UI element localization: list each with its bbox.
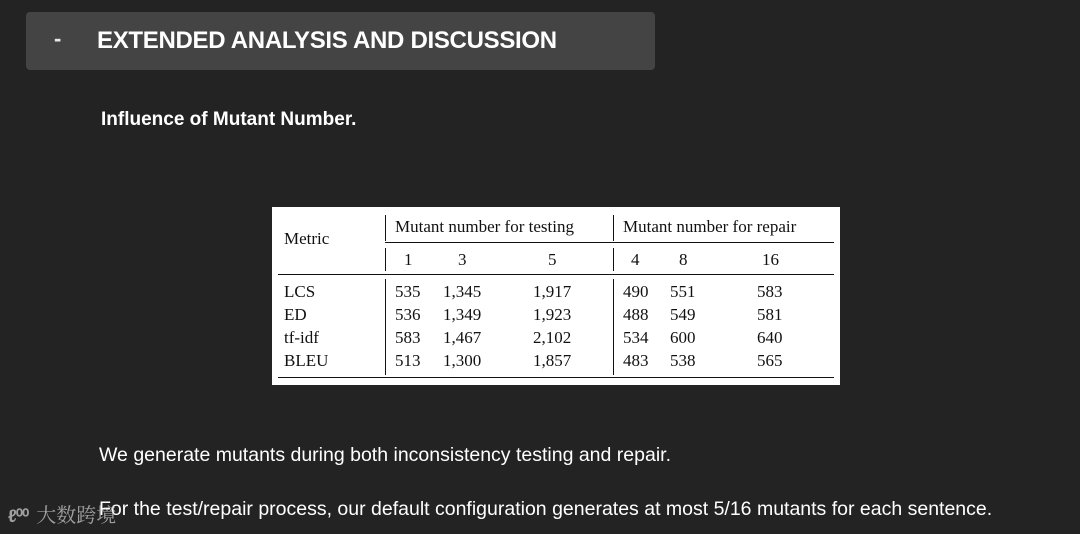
subheader-cell: 5 — [548, 250, 557, 269]
table-cell: 1,923 — [533, 305, 572, 324]
watermark — [8, 499, 116, 528]
table-cell: 1,857 — [533, 351, 572, 370]
table-cell: 583 — [395, 328, 421, 347]
table-cell: 1,467 — [443, 328, 482, 347]
results-table — [272, 207, 840, 385]
header-separator — [385, 215, 386, 241]
table-cell: 583 — [757, 282, 783, 301]
table-cell: 551 — [670, 282, 696, 301]
watermark-logo-icon: ℓ⁰⁰ — [8, 506, 29, 526]
table-cell: 534 — [623, 328, 649, 347]
header-separator — [613, 215, 614, 241]
bottom-rule — [278, 377, 834, 378]
header-rule — [385, 242, 834, 243]
table-cell: 600 — [670, 328, 696, 347]
table-cell: 536 — [395, 305, 421, 324]
table-cell: 513 — [395, 351, 421, 370]
table-cell: 2,102 — [533, 328, 572, 347]
header-dash: - — [54, 26, 62, 51]
subheader-cell: 1 — [404, 250, 413, 269]
table-cell: 538 — [670, 351, 696, 370]
body-separator — [613, 279, 614, 375]
table-cell: 1,345 — [443, 282, 482, 301]
table-cell: 1,917 — [533, 282, 572, 301]
group-header-repair: Mutant number for repair — [623, 217, 797, 236]
subsection-title: Influence of Mutant Number. — [101, 109, 357, 130]
section-title: EXTENDED ANALYSIS AND DISCUSSION — [97, 27, 557, 54]
subheader-cell: 16 — [762, 250, 779, 269]
body-paragraph-2: For the test/repair process, our default configuration generates at most 5/16 mutants for each sentence. — [99, 498, 993, 520]
row-metric: tf-idf — [284, 328, 319, 347]
table-cell: 640 — [757, 328, 783, 347]
group-header-testing: Mutant number for testing — [395, 217, 574, 236]
metric-header: Metric — [284, 229, 330, 248]
table-cell: 483 — [623, 351, 649, 370]
watermark-text: 大数跨境 — [36, 505, 117, 527]
table-cell: 565 — [757, 351, 783, 370]
body-paragraph-1: We generate mutants during both inconsistency testing and repair. — [99, 444, 671, 466]
table-cell: 535 — [395, 282, 421, 301]
subheader-separator — [613, 248, 614, 271]
table-cell: 581 — [757, 305, 783, 324]
row-metric: ED — [284, 305, 307, 324]
subheader-cell: 3 — [458, 250, 467, 269]
row-metric: LCS — [284, 282, 316, 301]
table-cell: 488 — [623, 305, 649, 324]
table-cell: 1,300 — [443, 351, 482, 370]
mid-rule — [278, 274, 834, 275]
body-separator — [385, 279, 386, 375]
subheader-separator — [385, 248, 386, 271]
subheader-cell: 4 — [631, 250, 640, 269]
row-metric: BLEU — [284, 351, 329, 370]
table-cell: 549 — [670, 305, 696, 324]
subheader-cell: 8 — [679, 250, 688, 269]
table-cell: 490 — [623, 282, 649, 301]
table-cell: 1,349 — [443, 305, 482, 324]
